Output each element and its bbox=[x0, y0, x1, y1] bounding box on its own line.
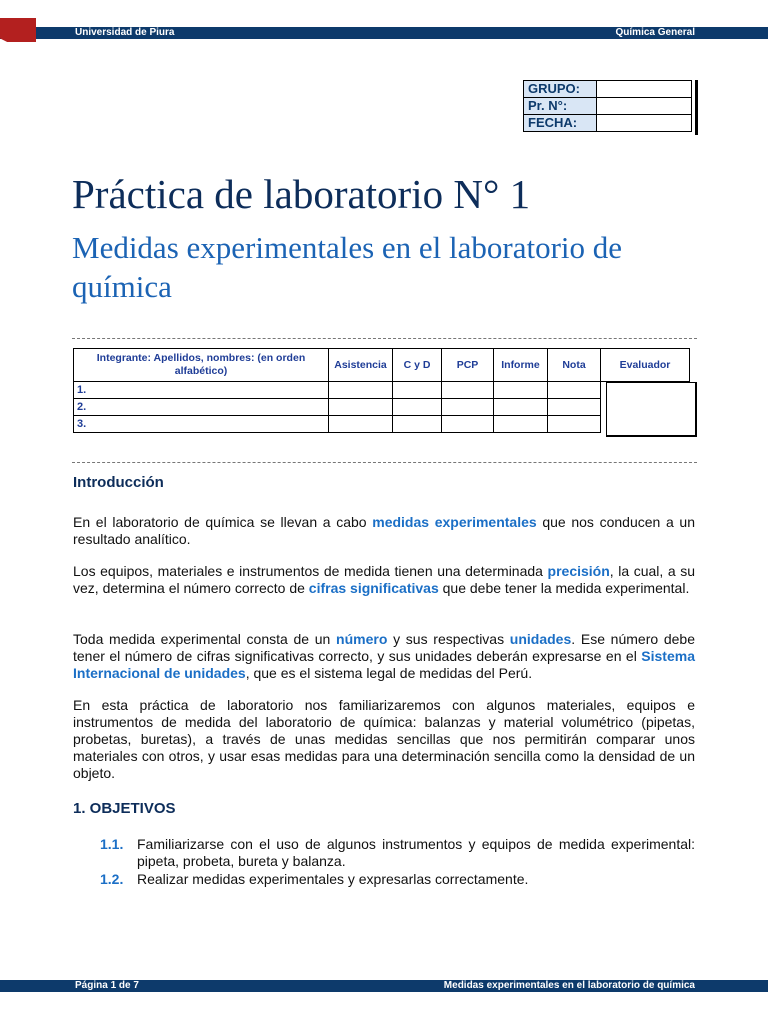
group-info-table bbox=[523, 80, 692, 132]
table-row bbox=[74, 382, 690, 399]
p3-highlight-unidades: unidades bbox=[509, 631, 572, 647]
group-field[interactable] bbox=[597, 81, 692, 98]
objective-number: 1.2. bbox=[100, 871, 124, 887]
p2-highlight-precision: precisión bbox=[547, 563, 610, 579]
date-field[interactable] bbox=[597, 115, 692, 132]
p2-text-b: , la cual, a su vez, determina el número correcto de bbox=[73, 563, 695, 596]
attendance-cell[interactable] bbox=[329, 399, 393, 416]
header-evaluator: Evaluador bbox=[601, 349, 690, 382]
p3-text-c: . Ese número debe tener el número de cifras significativas correcto, y sus unidades deberán expresarse en el bbox=[73, 631, 695, 664]
p2-highlight-cifras: cifras significativas bbox=[308, 580, 439, 596]
report-cell[interactable] bbox=[494, 382, 548, 399]
p3-text-b: y sus respectivas bbox=[387, 631, 510, 647]
members-header-row bbox=[74, 349, 690, 382]
page-title: Práctica de laboratorio N° 1 bbox=[72, 171, 531, 217]
report-cell[interactable] bbox=[494, 399, 548, 416]
practice-number-row bbox=[524, 98, 692, 115]
report-cell[interactable] bbox=[494, 416, 548, 433]
p2-text-c: que debe tener la medida experimental. bbox=[438, 580, 690, 596]
list-item bbox=[100, 871, 695, 888]
pcp-cell[interactable] bbox=[442, 399, 494, 416]
list-item bbox=[100, 836, 695, 870]
member-name-cell[interactable]: 3. bbox=[74, 416, 329, 433]
group-row bbox=[524, 81, 692, 98]
grade-cell[interactable] bbox=[548, 416, 601, 433]
p3-highlight-si: Sistema Internacional de unidades bbox=[73, 648, 695, 681]
objective-text: Familiarizarse con el uso de algunos instrumentos y equipos de medida experimental: pipeta, probeta, bureta y balanza. bbox=[137, 836, 695, 869]
p3-highlight-numero: número bbox=[336, 631, 388, 647]
p3-text-a: Toda medida experimental consta de un bbox=[73, 631, 337, 647]
footer-document-title: Medidas experimentales en el laboratorio de química bbox=[443, 980, 695, 991]
objective-text: Realizar medidas experimentales y expresarlas correctamente. bbox=[137, 871, 529, 887]
intro-paragraph-3 bbox=[73, 631, 695, 682]
date-row bbox=[524, 115, 692, 132]
pcp-cell[interactable] bbox=[442, 382, 494, 399]
objective-number: 1.1. bbox=[100, 836, 124, 852]
intro-paragraph-1 bbox=[73, 514, 695, 548]
members-table-wrapper bbox=[73, 348, 690, 433]
attendance-cell[interactable] bbox=[329, 416, 393, 433]
footer-bar bbox=[0, 980, 768, 992]
p3-text-d: , que es el sistema legal de medidas del Perú. bbox=[245, 665, 533, 681]
group-label: GRUPO: bbox=[524, 81, 597, 98]
p1-highlight-medidas: medidas experimentales bbox=[372, 514, 537, 530]
table-row bbox=[74, 399, 690, 416]
member-name-cell[interactable]: 1. bbox=[74, 382, 329, 399]
header-institution: Universidad de Piura bbox=[75, 27, 175, 38]
divider-bottom bbox=[72, 462, 697, 463]
header-grade: Nota bbox=[548, 349, 601, 382]
evaluator-box[interactable] bbox=[606, 382, 697, 437]
divider-top bbox=[72, 338, 697, 339]
grade-cell[interactable] bbox=[548, 382, 601, 399]
header-cyd: C y D bbox=[393, 349, 442, 382]
table-row bbox=[74, 416, 690, 433]
grade-cell[interactable] bbox=[548, 399, 601, 416]
header-member-names: Integrante: Apellidos, nombres: (en orden alfabético) bbox=[74, 349, 329, 382]
header-report: Informe bbox=[494, 349, 548, 382]
pcp-cell[interactable] bbox=[442, 416, 494, 433]
page-subtitle: Medidas experimentales en el laboratorio de química bbox=[72, 230, 623, 304]
info-box-shadow bbox=[695, 80, 698, 135]
header-bar bbox=[0, 27, 768, 39]
header-corner-accent bbox=[0, 18, 36, 42]
objectives-heading: 1. OBJETIVOS bbox=[73, 800, 176, 817]
page-number: Página 1 de 7 bbox=[75, 980, 139, 991]
cyd-cell[interactable] bbox=[393, 416, 442, 433]
cyd-cell[interactable] bbox=[393, 382, 442, 399]
p2-text-a: Los equipos, materiales e instrumentos de medida tienen una determinada bbox=[73, 563, 548, 579]
p1-text-a: En el laboratorio de química se llevan a cabo bbox=[73, 514, 373, 530]
intro-heading: Introducción bbox=[73, 474, 164, 491]
members-table bbox=[73, 348, 690, 433]
cyd-cell[interactable] bbox=[393, 399, 442, 416]
member-name-cell[interactable]: 2. bbox=[74, 399, 329, 416]
header-pcp: PCP bbox=[442, 349, 494, 382]
date-label: FECHA: bbox=[524, 115, 597, 132]
header-course: Química General bbox=[615, 27, 695, 38]
intro-paragraph-4: En esta práctica de laboratorio nos familiarizaremos con algunos materiales, equipos e instrumentos de medida del laboratorio de química: balanzas y material volumétrico (pipetas, probetas, buretas), a través de unas medidas sencillas que nos permitirán comparar unos materiales con otros, y usar esas medidas para una determinación sencilla como la densidad de un objeto. bbox=[73, 697, 695, 781]
intro-paragraph-2 bbox=[73, 563, 695, 597]
p1-text-b: que nos conducen a un resultado analítico. bbox=[73, 514, 695, 547]
header-attendance: Asistencia bbox=[329, 349, 393, 382]
attendance-cell[interactable] bbox=[329, 382, 393, 399]
practice-number-field[interactable] bbox=[597, 98, 692, 115]
practice-number-label: Pr. N°: bbox=[524, 98, 597, 115]
